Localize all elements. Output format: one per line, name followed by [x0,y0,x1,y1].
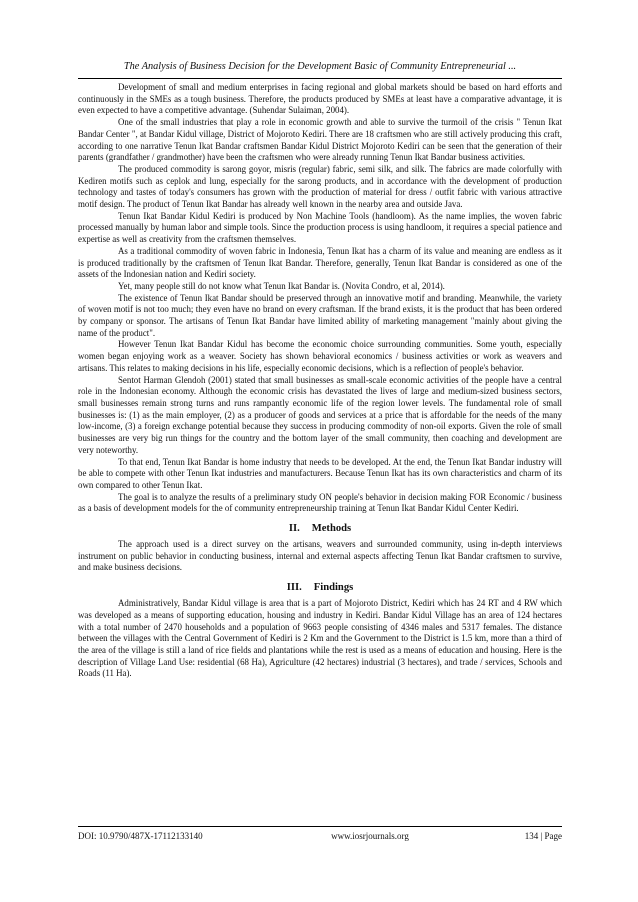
paragraph: Tenun Ikat Bandar Kidul Kediri is produced by Non Machine Tools (handloom). As the name implies, the woven fabric processed manually by human labor and simple tools. Since the production process is using handloom, it requires a special patience and expertise as well as creativity from the craftsmen themselves. [78,210,562,245]
paragraph: Administratively, Bandar Kidul village is area that is a part of Mojoroto District, Kediri which has 24 RT and 4 RW which was developed as a means of supporting education, housing and industry in Kediri. Bandar Kidul Village has an area of 124 hectares with a total number of 2470 households and a population of 9663 people consisting of 4346 males and 5317 females. The distance between the villages with the Central Government of Kediri is 2 Km and the Government to the District is 1.5 km, more than a third of the area of the village is still a land of rice fields and plantations while the rest is used as a means of education and housing. Here is the description of Village Land Use: residential (68 Ha), Agriculture (42 hectares) industrial (3 hectares), and trade / services, Schools and Roads (11 Ha). [78,598,562,679]
doi-label: DOI: 10.9790/487X-17112133140 [78,831,203,841]
paragraph: Sentot Harman Glendoh (2001) stated that small businesses as small-scale economic activities of the people have a central role in the Indonesian economy. Although the economic crisis has devastated the lives of large and medium-sized business sectors, small businesses remain strong turns and runs rampantly economic life of the region lower levels. The fundamental role of small businesses is: (1) as the main employer, (2) as a producer of goods and services at a price that is affordable for the needs of the many low-income, (3) a foreign exchange potential because they success in producing commodity of non-oil exports. Given the role of small businesses are very big run things for the country and the bottom layer of the small community, then coaching and development are very noteworthy. [78,374,562,455]
section-title: Methods [311,523,352,535]
paragraph: As a traditional commodity of woven fabric in Indonesia, Tenun Ikat has a charm of its value and meaning are endless as it is produced traditionally by the craftsmen of Tenun Ikat Bandar. Therefore, generally, Tenun Ikat Bandar is considered as one of the assets of the Indonesian nation and Kediri society. [78,245,562,280]
running-header: The Analysis of Business Decision for the Development Basic of Community Entrepreneurial ... [78,60,562,79]
paragraph: To that end, Tenun Ikat Bandar is home industry that needs to be developed. At the end, the Tenun Ikat Bandar industry will be able to compete with other Tenun Ikat industries and manufacturers. Because Tenun Ikat has its own characteristics and charm of its own compared to other Tenun Ikat. [78,456,562,490]
section-number: II. [288,523,300,535]
paragraph: Yet, many people still do not know what Tenun Ikat Bandar is. (Novita Condro, et al, 2014). [118,280,445,291]
section-heading-findings [78,581,562,594]
paragraph: The existence of Tenun Ikat Bandar should be preserved through an innovative motif and branding. Meanwhile, the variety of woven motif is not too much; they even have no brand on every craftsman. If the brand exists, it is the product that has been ordered by company or sponsor. The artisans of Tenun Ikat Bandar have limited ability of marketing management "mainly about giving the name of the product". [78,292,562,338]
section-title: Findings [313,582,354,594]
section-heading-methods [78,522,562,535]
article-body [78,82,562,680]
page-number: 134 | Page [524,831,562,841]
paragraph: However Tenun Ikat Bandar Kidul has become the economic choice surrounding communities. Some youth, especially women began enjoying work as a weaver. Society has shown behavioral economics / business activities or work as weavers and artisans. This relates to making decisions in his life, especially economic decisions, which is a reflection of people's behavior. [78,339,562,373]
page [78,60,562,680]
page-footer [78,826,562,842]
paragraph: Development of small and medium enterprises in facing regional and global markets should be based on hard efforts and continuously in the SMEs as a tough business. Therefore, the products produced by SMEs at least have a comparative advantage, it is even expected to have a competitive advantage. (Suhendar Sulaiman, 2004). [78,82,562,116]
paragraph: The produced commodity is sarong goyor, misris (regular) fabric, semi silk, and silk. The fabrics are made colorfully with Kediren motifs such as ceplok and lung, especially for the sarong products, and in accordance with the development of production technology and tastes of today's consumers has grown with the production of material for dress / outfit fabric with various attractive motif design. The product of Tenun Ikat Bandar has already well known in the nearby area and outside Java. [78,163,562,210]
section-number: III. [286,582,302,594]
paragraph: The goal is to analyze the results of a preliminary study ON people's behavior in decision making FOR Economic / business as a basis of development models for the of community entrepreneurship training at Tenun Ikat Bandar Kidul Center Kediri. [78,491,562,514]
paragraph: One of the small industries that play a role in economic growth and able to survive the turmoil of the crisis " Tenun Ikat Bandar Center ", at Bandar Kidul village, District of Mojoroto Kediri. There are 18 craftsmen who are still actively producing this craft, according to one narrative Tenun Ikat Bandar craftsmen Bandar Kidul District Mojoroto Kediri can be seen that the generation of their parents (grandfather / grandmother) have been the craftsmen who were already running Tenun Ikat Bandar business activities. [78,117,562,163]
journal-website-link[interactable]: www.iosrjournals.org [331,831,409,841]
paragraph: The approach used is a direct survey on the artisans, weavers and surrounded community, using in-depth interviews instrument on public behavior in conducting business, internal and external aspects affecting Tenun Ikat Bandar craftsmen to survive, and make business decisions. [78,539,562,573]
